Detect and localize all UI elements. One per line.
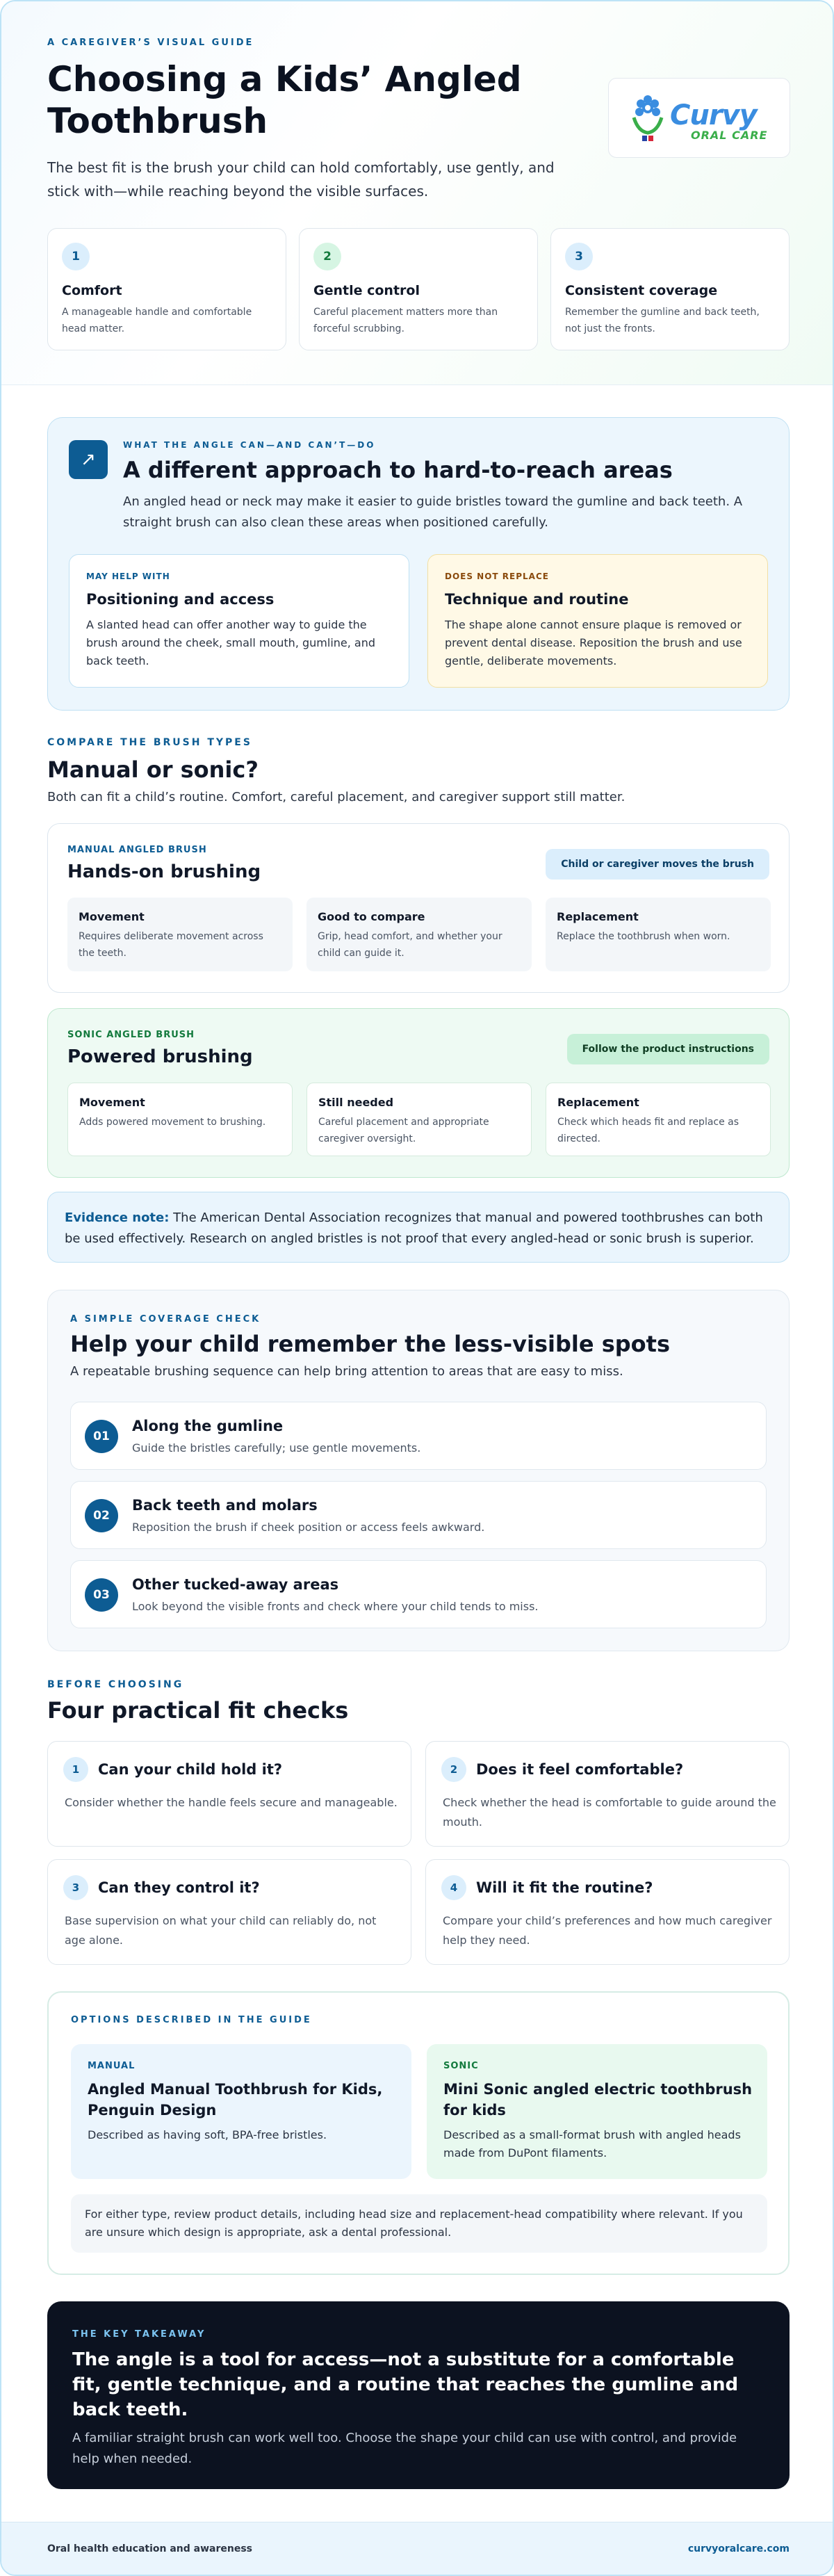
sonic-item-title: Movement — [79, 1096, 145, 1109]
fit-check-card — [47, 1859, 411, 1965]
sonic-item-text: Check which heads fit and replace as directed. — [557, 1117, 739, 1144]
coverage-desc: A repeatable brushing sequence can help bring attention to areas that are easy to miss. — [70, 1364, 623, 1379]
footer-tagline: Oral health education and awareness — [47, 2543, 253, 2554]
manual-item-text: Requires deliberate movement across the teeth. — [79, 931, 263, 959]
pillar-title: Gentle control — [313, 283, 420, 298]
option-sonic-text: Described as a small-format brush with angled heads made from DuPont filaments. — [443, 2128, 741, 2160]
sonic-brush-card — [47, 1008, 790, 1178]
brand-logo[interactable] — [608, 78, 790, 158]
takeaway-title: The angle is a tool for access—not a substitute for a comfortable fit, gentle technique, and a routine that reaches the gumline and back teeth. — [72, 2349, 739, 2420]
step-text: Reposition the brush if cheek position or access feels awkward. — [132, 1521, 485, 1534]
manual-replacement — [546, 898, 771, 971]
does-not-replace-text: The shape alone cannot ensure plaque is removed or prevent dental disease. Reposition the brush and use gentle, deliberate movements. — [445, 618, 742, 667]
pillar-text: Remember the gumline and back teeth, not just the fronts. — [565, 307, 760, 334]
may-help-title: Positioning and access — [86, 591, 275, 608]
coverage-title: Help your child remember the less-visible spots — [70, 1331, 670, 1357]
hero-eyebrow: A CAREGIVER’S VISUAL GUIDE — [47, 38, 254, 48]
pillar-card-comfort — [47, 228, 286, 350]
sonic-item-text: Careful placement and appropriate caregiver oversight. — [318, 1117, 489, 1144]
pillar-text: Careful placement matters more than forceful scrubbing. — [313, 307, 498, 334]
sonic-title: Powered brushing — [67, 1046, 253, 1067]
takeaway-eyebrow: THE KEY TAKEAWAY — [72, 2329, 206, 2340]
compare-title: Manual or sonic? — [47, 756, 259, 783]
coverage-step — [70, 1402, 767, 1470]
option-manual-tag: MANUAL — [88, 2061, 136, 2071]
evidence-text: The American Dental Association recognizes that manual and powered toothbrushes can both be used effectively. Research on angled bristles is not proof that every angled-head or sonic brush is superior. — [65, 1210, 763, 1246]
does-not-replace-tag: DOES NOT REPLACE — [445, 572, 549, 581]
pillar-text: A manageable handle and comfortable head matter. — [62, 307, 252, 334]
angle-desc: An angled head or neck may make it easier to guide bristles toward the gumline and back teeth. A straight brush can also clean these areas when positioned carefully. — [123, 494, 743, 530]
manual-item-title: Replacement — [557, 910, 639, 923]
sonic-badge: Follow the product instructions — [567, 1034, 769, 1064]
step-text: Guide the bristles carefully; use gentle movements. — [132, 1441, 421, 1455]
hero-section — [1, 1, 834, 385]
brand-name: Curvy — [670, 99, 757, 131]
fit-number: 2 — [441, 1757, 466, 1782]
sonic-tag: SONIC ANGLED BRUSH — [67, 1030, 195, 1040]
fit-number: 3 — [63, 1875, 88, 1900]
fit-eyebrow: BEFORE CHOOSING — [47, 1679, 184, 1690]
fit-check-text: Consider whether the handle feels secure and manageable. — [65, 1796, 398, 1809]
pillar-number: 2 — [313, 243, 341, 270]
coverage-step — [70, 1560, 767, 1628]
options-note — [71, 2194, 767, 2253]
footer-site-link[interactable]: curvyoralcare.com — [687, 2543, 790, 2554]
manual-item-title: Movement — [79, 910, 145, 923]
pillar-title: Comfort — [62, 283, 122, 298]
fit-check-title: Can your child hold it? — [98, 1761, 283, 1778]
option-sonic-tag: SONIC — [443, 2061, 479, 2071]
manual-brush-card — [47, 823, 790, 993]
coverage-section — [47, 1290, 790, 1651]
manual-badge: Child or caregiver moves the brush — [546, 849, 769, 880]
options-note-text: For either type, review product details, including head size and replacement-head compatibility where relevant. If you are unsure which design is appropriate, ask a dental professional. — [85, 2208, 743, 2239]
fit-check-title: Does it feel comfortable? — [476, 1761, 684, 1778]
angle-title: A different approach to hard-to-reach areas — [123, 457, 673, 483]
sonic-still-needed — [306, 1083, 532, 1156]
may-help-card — [69, 554, 409, 688]
angle-eyebrow: WHAT THE ANGLE CAN—AND CAN’T—DO — [123, 440, 376, 450]
page-title: Choosing a Kids’ Angled Toothbrush — [47, 59, 522, 141]
manual-item-text: Grip, head comfort, and whether your child can guide it. — [318, 931, 502, 959]
sonic-item-title: Still needed — [318, 1096, 394, 1109]
sonic-item-title: Replacement — [557, 1096, 639, 1109]
sonic-movement — [67, 1083, 293, 1156]
coverage-eyebrow: A SIMPLE COVERAGE CHECK — [70, 1314, 261, 1325]
angle-section — [47, 417, 790, 711]
pillar-card-coverage — [550, 228, 790, 350]
pillar-number: 1 — [62, 243, 90, 270]
may-help-tag: MAY HELP WITH — [86, 572, 170, 581]
fit-title: Four practical fit checks — [47, 1697, 349, 1724]
fit-check-card — [47, 1741, 411, 1847]
evidence-label: Evidence note: — [65, 1210, 170, 1225]
option-manual-text: Described as having soft, BPA-free bristles. — [88, 2128, 327, 2141]
step-number: 03 — [85, 1578, 118, 1612]
fit-check-text: Base supervision on what your child can reliably do, not age alone. — [65, 1914, 377, 1947]
compare-desc: Both can fit a child’s routine. Comfort, careful placement, and caregiver support still matter. — [47, 790, 626, 804]
brand-subname: ORAL CARE — [691, 129, 768, 142]
option-sonic-card — [427, 2044, 767, 2179]
evidence-paragraph — [65, 1208, 774, 1249]
fit-number: 4 — [441, 1875, 466, 1900]
manual-title: Hands-on brushing — [67, 861, 261, 882]
fit-check-text: Check whether the head is comfortable to guide around the mouth. — [443, 1796, 776, 1829]
sonic-item-text: Adds powered movement to brushing. — [79, 1117, 266, 1128]
footer — [1, 2522, 834, 2576]
step-title: Along the gumline — [132, 1418, 284, 1434]
sonic-replacement — [546, 1083, 771, 1156]
may-help-text: A slanted head can offer another way to guide the brush around the cheek, small mouth, gumline, and back teeth. — [86, 618, 376, 667]
pillar-card-gentle-control — [299, 228, 538, 350]
pillar-number: 3 — [565, 243, 593, 270]
manual-item-text: Replace the toothbrush when worn. — [557, 931, 730, 942]
hero-lead: The best fit is the brush your child can hold comfortably, use gently, and stick with—while reaching beyond the visible surfaces. — [47, 159, 555, 200]
pillar-title: Consistent coverage — [565, 283, 718, 298]
arrow-up-right-icon: ↗ — [69, 440, 108, 479]
does-not-replace-card — [427, 554, 768, 688]
evidence-note — [47, 1192, 790, 1263]
takeaway-section — [47, 2301, 790, 2489]
manual-good-to-compare — [306, 898, 532, 971]
fit-check-card — [425, 1741, 790, 1847]
fit-check-card — [425, 1859, 790, 1965]
flower-toothbrush-icon — [628, 94, 667, 144]
manual-item-title: Good to compare — [318, 910, 425, 923]
fit-number: 1 — [63, 1757, 88, 1782]
step-text: Look beyond the visible fronts and check where your child tends to miss. — [132, 1600, 539, 1613]
option-manual-card — [71, 2044, 411, 2179]
option-manual-title: Angled Manual Toothbrush for Kids, Penguin Design — [88, 2081, 383, 2119]
step-number: 02 — [85, 1499, 118, 1532]
fit-check-text: Compare your child’s preferences and how much caregiver help they need. — [443, 1914, 772, 1947]
fit-check-title: Can they control it? — [98, 1879, 260, 1896]
manual-tag: MANUAL ANGLED BRUSH — [67, 845, 207, 855]
manual-movement — [67, 898, 293, 971]
step-title: Other tucked-away areas — [132, 1576, 339, 1593]
does-not-replace-title: Technique and routine — [445, 591, 629, 608]
fit-check-title: Will it fit the routine? — [476, 1879, 653, 1896]
coverage-step — [70, 1481, 767, 1549]
step-number: 01 — [85, 1420, 118, 1453]
options-eyebrow: OPTIONS DESCRIBED IN THE GUIDE — [71, 2015, 312, 2025]
step-title: Back teeth and molars — [132, 1497, 318, 1514]
compare-eyebrow: COMPARE THE BRUSH TYPES — [47, 737, 252, 748]
options-section — [47, 1991, 790, 2275]
takeaway-text: A familiar straight brush can work well too. Choose the shape your child can use with control, and provide help when needed. — [72, 2431, 737, 2466]
option-sonic-title: Mini Sonic angled electric toothbrush for kids — [443, 2081, 753, 2119]
